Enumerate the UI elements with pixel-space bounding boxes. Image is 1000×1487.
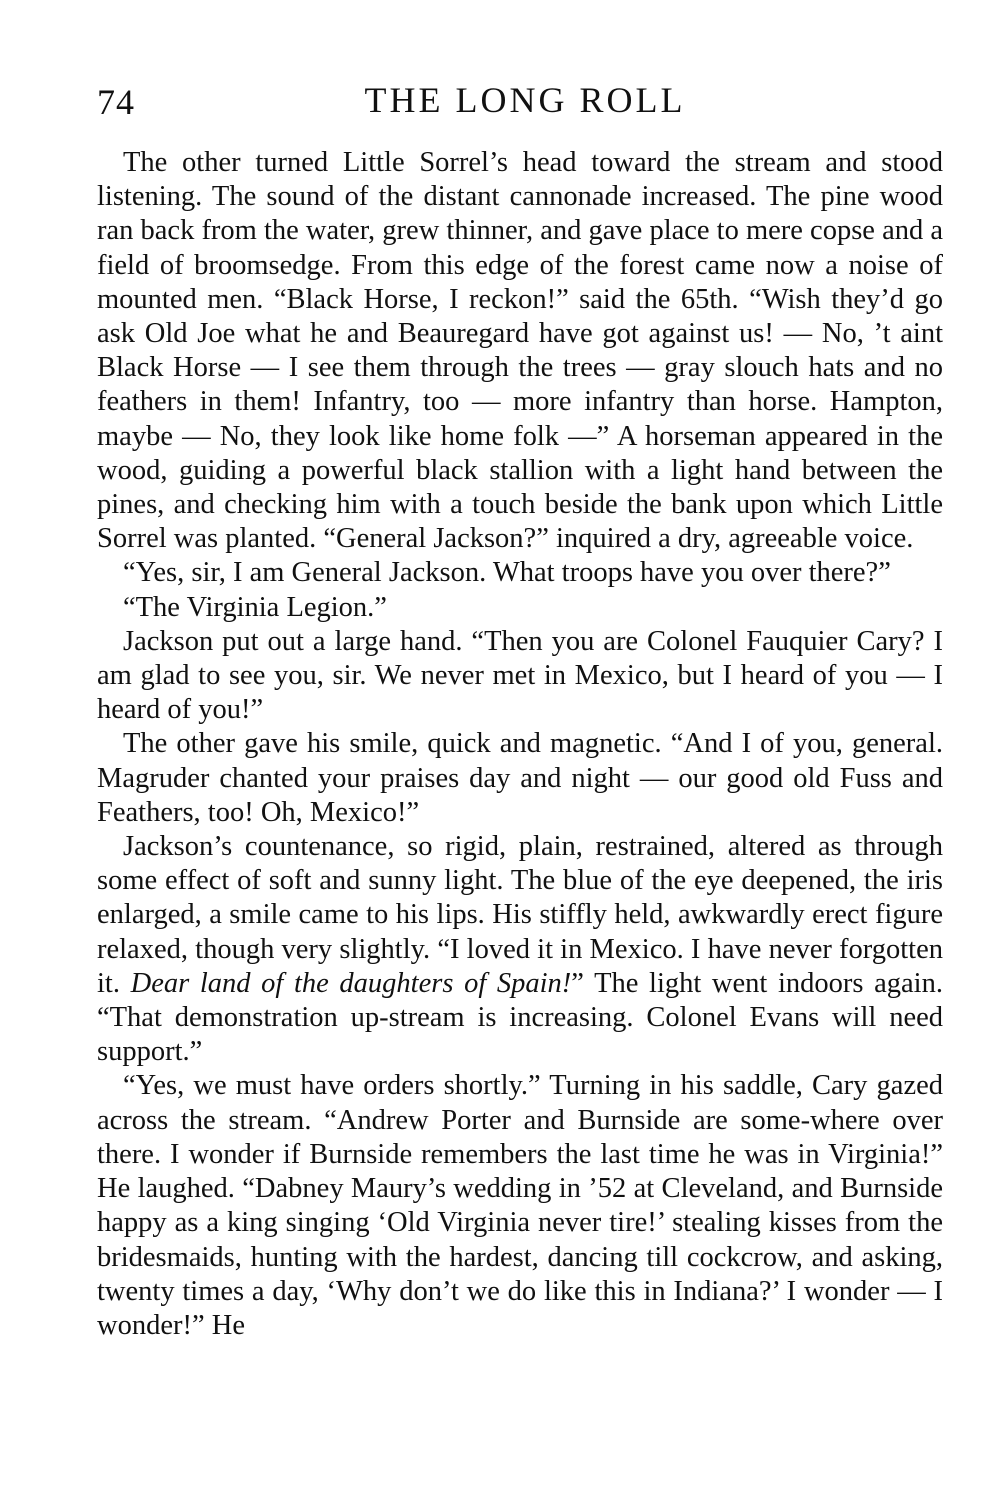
page-number: 74 [97,82,135,122]
paragraph [97,830,943,1069]
body-text [97,146,943,1343]
paragraph: “Yes, we must have orders shortly.” Turning in his saddle, Cary gazed across the stream. “Andrew Porter and Burnside are some-where over there. I wonder if Burnside remembers the last time he was in Virginia!” He laughed. “Dabney Maury’s wedding in ’52 at Cleveland, and Burnside happy as a king singing ‘Old Virginia never tire!’ stealing kisses from the bridesmaids, hunting with the hardest, dancing till cockcrow, and asking, twenty times a day, ‘Why don’t we do like this in Indiana?’ I wonder — I wonder!” He [97,1070,943,1341]
paragraph-text: ” The light went indoors again. “That demonstration up-stream is increasing. Colonel Evans will need support.” [97,967,943,1068]
paragraph: “Yes, sir, I am General Jackson. What troops have you over there?” [123,557,891,589]
paragraph: The other gave his smile, quick and magnetic. “And I of you, general. Magruder chanted your praises day and night — our good old Fuss and Feathers, too! Oh, Mexico!” [97,728,943,828]
paragraph: “The Virginia Legion.” [123,591,387,623]
paragraph: The other turned Little Sorrel’s head toward the stream and stood listening. The sound of the distant cannonade increased. The pine wood ran back from the water, grew thinner, and gave place to mere copse and a field of broomsedge. From this edge of the forest came now a noise of mounted men. “Black Horse, I reckon!” said the 65th. “Wish they’d go ask Old Joe what he and Beauregard have got against us! — No, ’t aint Black Horse — I see them through the trees — gray slouch hats and no feathers in them! Infantry, too — more infantry than horse. Hampton, maybe — No, they look like home folk —” A horseman appeared in the wood, guiding a powerful black stallion with a light hand between the pines, and checking him with a touch beside the bank upon which Little Sorrel was planted. “General Jackson?” inquired a dry, agreeable voice. [97,147,943,555]
paragraph: Jackson put out a large hand. “Then you are Colonel Fauquier Cary? I am glad to see you, sir. We never met in Mexico, but I heard of you — I heard of you!” [97,625,943,726]
paragraph-text: Jackson’s countenance, so rigid, plain, restrained, altered as through some effect of soft and sunny light. The blue of the eye deepened, the iris enlarged, a smile came to his lips. His stiffly held, awkwardly erect figure relaxed, though very slightly. “I loved it in Mexico. I have never forgotten it. [97,831,943,999]
running-title: THE LONG ROLL [364,80,686,120]
italic-quote: Dear land of the daughters of Spain! [130,967,572,999]
